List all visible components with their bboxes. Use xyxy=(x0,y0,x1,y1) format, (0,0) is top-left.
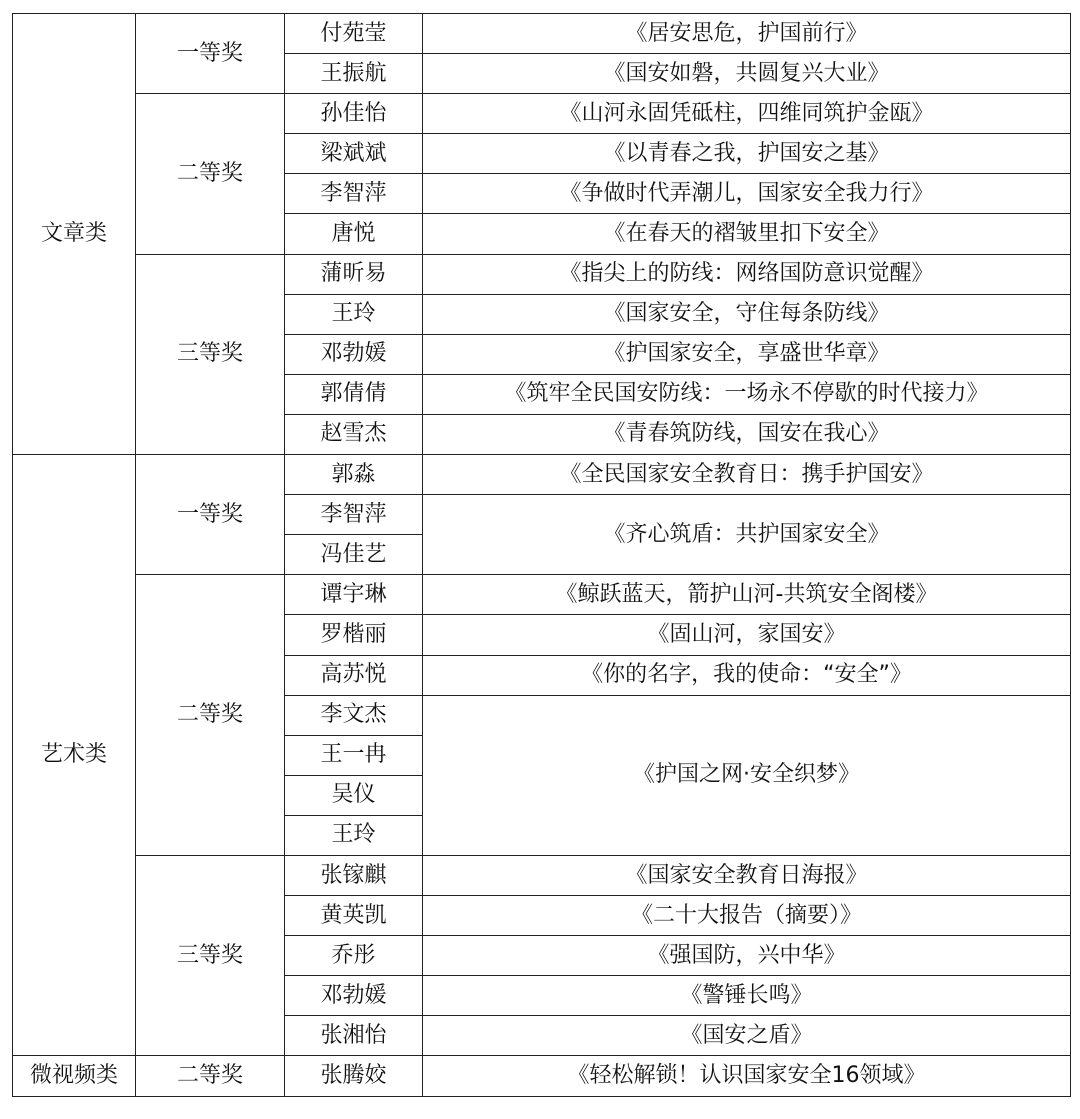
prize-level-cell: 三等奖 xyxy=(136,855,285,1055)
awards-table xyxy=(12,13,1071,1097)
table-row xyxy=(13,575,1071,615)
winner-name-cell: 张湘怡 xyxy=(285,1016,423,1056)
prize-level-cell: 三等奖 xyxy=(136,254,285,454)
winner-name-cell: 李智萍 xyxy=(285,495,423,535)
table-row xyxy=(13,94,1071,134)
winner-name-cell: 孙佳怡 xyxy=(285,94,423,134)
winner-name-cell: 罗楷丽 xyxy=(285,615,423,655)
table-row xyxy=(13,254,1071,294)
winner-name-cell: 乔彤 xyxy=(285,936,423,976)
work-title-cell: 《争做时代弄潮儿，国家安全我力行》 xyxy=(423,174,1071,214)
work-title-cell: 《指尖上的防线：网络国防意识觉醒》 xyxy=(423,254,1071,294)
winner-name-cell: 冯佳艺 xyxy=(285,535,423,575)
table-row xyxy=(13,14,1071,54)
work-title-cell: 《国家安全教育日海报》 xyxy=(423,855,1071,895)
winner-name-cell: 邓勃媛 xyxy=(285,334,423,374)
work-title-cell: 《鲸跃蓝天，箭护山河-共筑安全阁楼》 xyxy=(423,575,1071,615)
winner-name-cell: 高苏悦 xyxy=(285,655,423,695)
work-title-cell: 《在春天的褶皱里扣下安全》 xyxy=(423,214,1071,254)
table-row xyxy=(13,1056,1071,1096)
work-title-cell: 《警锤长鸣》 xyxy=(423,976,1071,1016)
prize-level-cell: 一等奖 xyxy=(136,14,285,94)
winner-name-cell: 王玲 xyxy=(285,815,423,855)
work-title-cell: 《青春筑防线，国安在我心》 xyxy=(423,414,1071,454)
table-row xyxy=(13,455,1071,495)
table-row xyxy=(13,855,1071,895)
work-title-cell: 《护国家安全，享盛世华章》 xyxy=(423,334,1071,374)
work-title-cell: 《固山河，家国安》 xyxy=(423,615,1071,655)
work-title-cell: 《你的名字，我的使命：“安全”》 xyxy=(423,655,1071,695)
work-title-cell: 《国安如磐，共圆复兴大业》 xyxy=(423,54,1071,94)
winner-name-cell: 郭倩倩 xyxy=(285,374,423,414)
winner-name-cell: 李文杰 xyxy=(285,695,423,735)
winner-name-cell: 梁斌斌 xyxy=(285,134,423,174)
work-title-cell: 《国家安全，守住每条防线》 xyxy=(423,294,1071,334)
prize-level-cell: 二等奖 xyxy=(136,1056,285,1096)
winner-name-cell: 黄英凯 xyxy=(285,896,423,936)
winner-name-cell: 张腾姣 xyxy=(285,1056,423,1096)
prize-level-cell: 一等奖 xyxy=(136,455,285,575)
winner-name-cell: 谭宇琳 xyxy=(285,575,423,615)
prize-level-cell: 二等奖 xyxy=(136,575,285,856)
winner-name-cell: 邓勃媛 xyxy=(285,976,423,1016)
winner-name-cell: 唐悦 xyxy=(285,214,423,254)
winner-name-cell: 王一冉 xyxy=(285,735,423,775)
work-title-cell: 《轻松解锁！认识国家安全16领域》 xyxy=(423,1056,1071,1096)
category-cell: 文章类 xyxy=(13,14,136,455)
category-cell: 微视频类 xyxy=(13,1056,136,1096)
winner-name-cell: 付苑莹 xyxy=(285,14,423,54)
winner-name-cell: 赵雪杰 xyxy=(285,414,423,454)
winner-name-cell: 王振航 xyxy=(285,54,423,94)
work-title-cell: 《护国之网·安全织梦》 xyxy=(423,695,1071,855)
work-title-cell: 《居安思危，护国前行》 xyxy=(423,14,1071,54)
work-title-cell: 《全民国家安全教育日：携手护国安》 xyxy=(423,455,1071,495)
work-title-cell: 《以青春之我，护国安之基》 xyxy=(423,134,1071,174)
winner-name-cell: 吴仪 xyxy=(285,775,423,815)
winner-name-cell: 王玲 xyxy=(285,294,423,334)
winner-name-cell: 蒲昕易 xyxy=(285,254,423,294)
work-title-cell: 《国安之盾》 xyxy=(423,1016,1071,1056)
winner-name-cell: 张镓麒 xyxy=(285,855,423,895)
prize-level-cell: 二等奖 xyxy=(136,94,285,254)
work-title-cell: 《齐心筑盾：共护国家安全》 xyxy=(423,495,1071,575)
winner-name-cell: 李智萍 xyxy=(285,174,423,214)
work-title-cell: 《山河永固凭砥柱，四维同筑护金瓯》 xyxy=(423,94,1071,134)
work-title-cell: 《筑牢全民国安防线：一场永不停歇的时代接力》 xyxy=(423,374,1071,414)
winner-name-cell: 郭淼 xyxy=(285,455,423,495)
work-title-cell: 《强国防，兴中华》 xyxy=(423,936,1071,976)
work-title-cell: 《二十大报告（摘要）》 xyxy=(423,896,1071,936)
awards-table-body xyxy=(13,14,1071,1097)
category-cell: 艺术类 xyxy=(13,455,136,1056)
